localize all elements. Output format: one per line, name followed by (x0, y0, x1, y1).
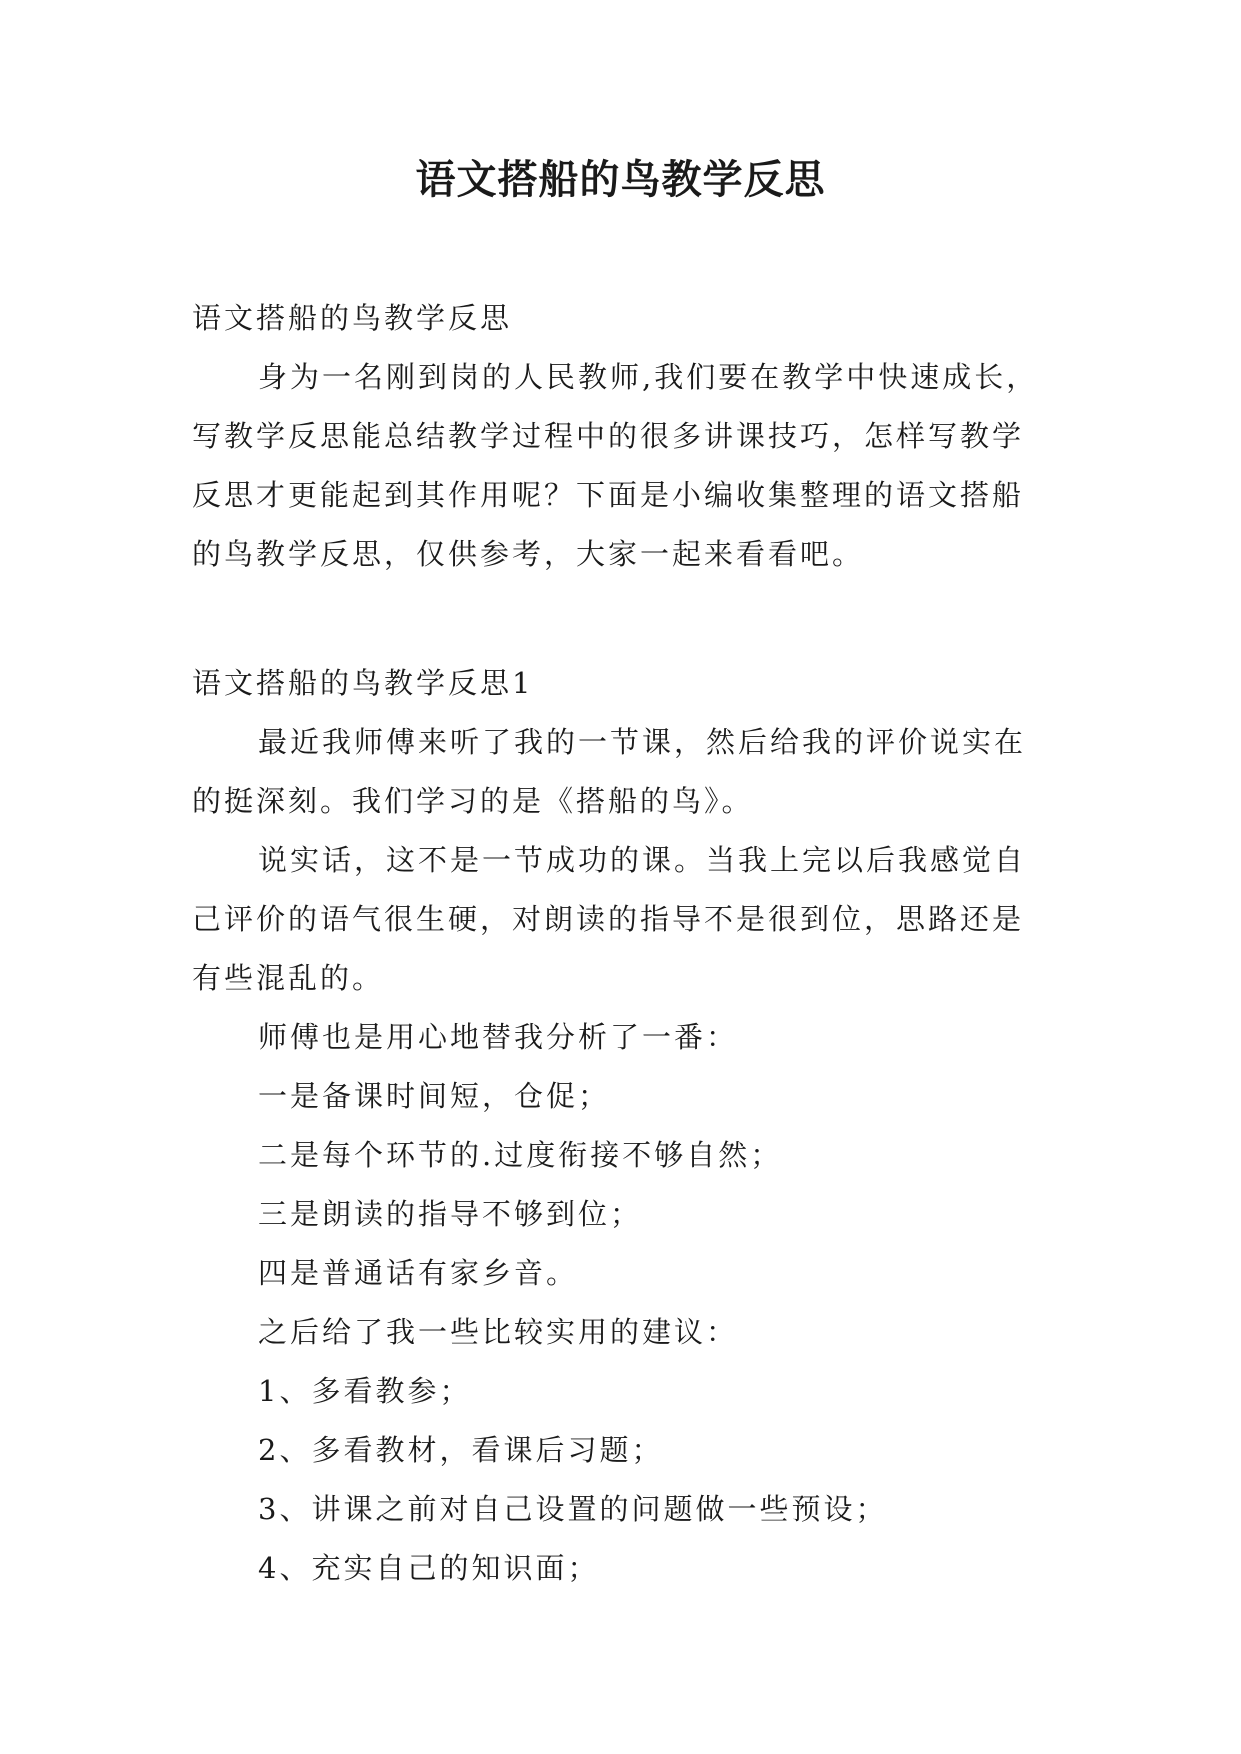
list-item: 1、多看教参； (258, 1374, 472, 1408)
paragraph: 之后给了我一些比较实用的建议： (258, 1315, 739, 1349)
list-item: 三是朗读的指导不够到位； (258, 1197, 643, 1231)
list-item: 二是每个环节的.过度衔接不够自然； (258, 1138, 783, 1172)
intro-paragraph: 身为一名刚到岗的人民教师,我们要在教学中快速成长，写教学反思能总结教学过程中的很多讲课技巧，怎样写教学反思才更能起到其作用呢？下面是小编收集整理的语文搭船的鸟教学反思，仅供参考，大家一起来看看吧。 (192, 360, 1039, 571)
list-item: 一是备课时间短，仓促； (258, 1079, 611, 1113)
section-1 (192, 654, 1054, 1598)
paragraph: 师傅也是用心地替我分析了一番： (258, 1020, 739, 1054)
section-heading: 语文搭船的鸟教学反思1 (192, 666, 534, 700)
intro-heading: 语文搭船的鸟教学反思 (192, 301, 513, 335)
paragraph: 说实话，这不是一节成功的课。当我上完以后我感觉自己评价的语气很生硬，对朗读的指导不是很到位，思路还是有些混乱的。 (192, 843, 1027, 995)
list-item: 2、多看教材，看课后习题； (258, 1433, 664, 1467)
list-item: 4、充实自己的知识面； (258, 1551, 600, 1585)
intro-section (192, 289, 1054, 584)
paragraph: 最近我师傅来听了我的一节课，然后给我的评价说实在的挺深刻。我们学习的是《搭船的鸟》。 (192, 725, 1027, 818)
list-item: 3、讲课之前对自己设置的问题做一些预设； (258, 1492, 888, 1526)
document-title: 语文搭船的鸟教学反思 (415, 156, 826, 203)
list-item: 四是普通话有家乡音。 (258, 1256, 579, 1290)
